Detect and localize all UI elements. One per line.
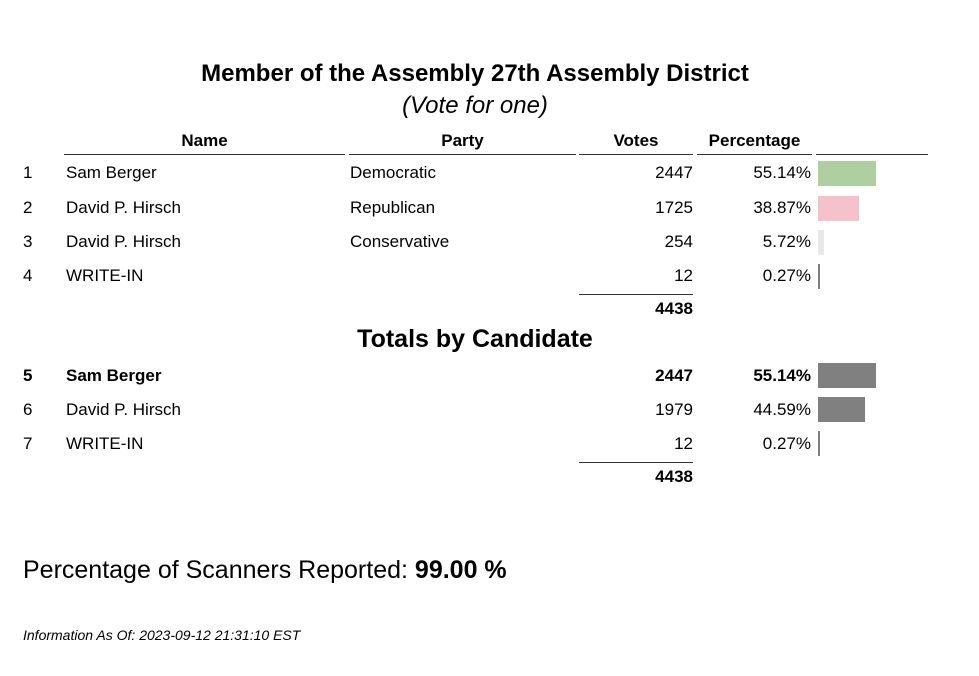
scanners-value: 99.00 % <box>414 556 507 584</box>
scanners-reported <box>23 556 507 585</box>
results-total-votes: 4438 <box>655 299 693 318</box>
votes-value: 2447 <box>655 366 693 385</box>
info-as-of: Information As Of: 2023-09-12 21:31:10 EST <box>23 627 301 643</box>
percentage-bar <box>818 397 865 422</box>
percentage-value: 55.14% <box>753 366 811 385</box>
percentage-value: 0.27% <box>762 434 811 453</box>
votes-value: 2447 <box>655 163 693 182</box>
scanners-label: Percentage of Scanners Reported: <box>23 556 408 584</box>
row-index: 4 <box>23 266 33 285</box>
totals-total-votes: 4438 <box>655 467 693 486</box>
percentage-bar <box>818 196 859 221</box>
percentage-value: 55.14% <box>753 163 811 182</box>
percentage-bar <box>818 161 876 186</box>
column-header-bar <box>816 131 928 155</box>
page-title: Member of the Assembly 27th Assembly District <box>201 60 749 87</box>
row-index: 7 <box>23 434 33 453</box>
percentage-bar <box>818 431 820 456</box>
votes-value: 12 <box>674 266 693 285</box>
row-index: 5 <box>23 366 33 385</box>
percentage-bar <box>818 264 820 289</box>
votes-value: 254 <box>664 232 693 251</box>
percentage-value: 38.87% <box>753 198 811 217</box>
votes-value: 1725 <box>655 198 693 217</box>
percentage-value: 0.27% <box>762 266 811 285</box>
candidate-name: WRITE-IN <box>66 266 144 285</box>
row-index: 1 <box>23 163 33 182</box>
candidate-name: Sam Berger <box>66 366 162 385</box>
percentage-bar <box>818 363 876 388</box>
candidate-name: Sam Berger <box>66 163 157 182</box>
votes-value: 12 <box>674 434 693 453</box>
column-header-party: Party <box>349 131 576 155</box>
total-rule <box>579 462 693 463</box>
candidate-name: David P. Hirsch <box>66 400 181 419</box>
votes-value: 1979 <box>655 400 693 419</box>
column-header-percentage: Percentage <box>697 131 812 155</box>
candidate-name: David P. Hirsch <box>66 232 181 251</box>
candidate-name: WRITE-IN <box>66 434 144 453</box>
total-rule <box>579 294 693 295</box>
column-header-name: Name <box>64 131 345 155</box>
percentage-bar <box>818 230 824 255</box>
party-name: Democratic <box>350 163 436 182</box>
page-subtitle: (Vote for one) <box>402 92 548 119</box>
percentage-value: 44.59% <box>753 400 811 419</box>
percentage-value: 5.72% <box>762 232 811 251</box>
row-index: 3 <box>23 232 33 251</box>
row-index: 6 <box>23 400 33 419</box>
row-index: 2 <box>23 198 33 217</box>
party-name: Conservative <box>350 232 450 251</box>
section-heading-totals: Totals by Candidate <box>357 325 593 353</box>
column-header-votes: Votes <box>579 131 693 155</box>
candidate-name: David P. Hirsch <box>66 198 181 217</box>
party-name: Republican <box>350 198 436 217</box>
